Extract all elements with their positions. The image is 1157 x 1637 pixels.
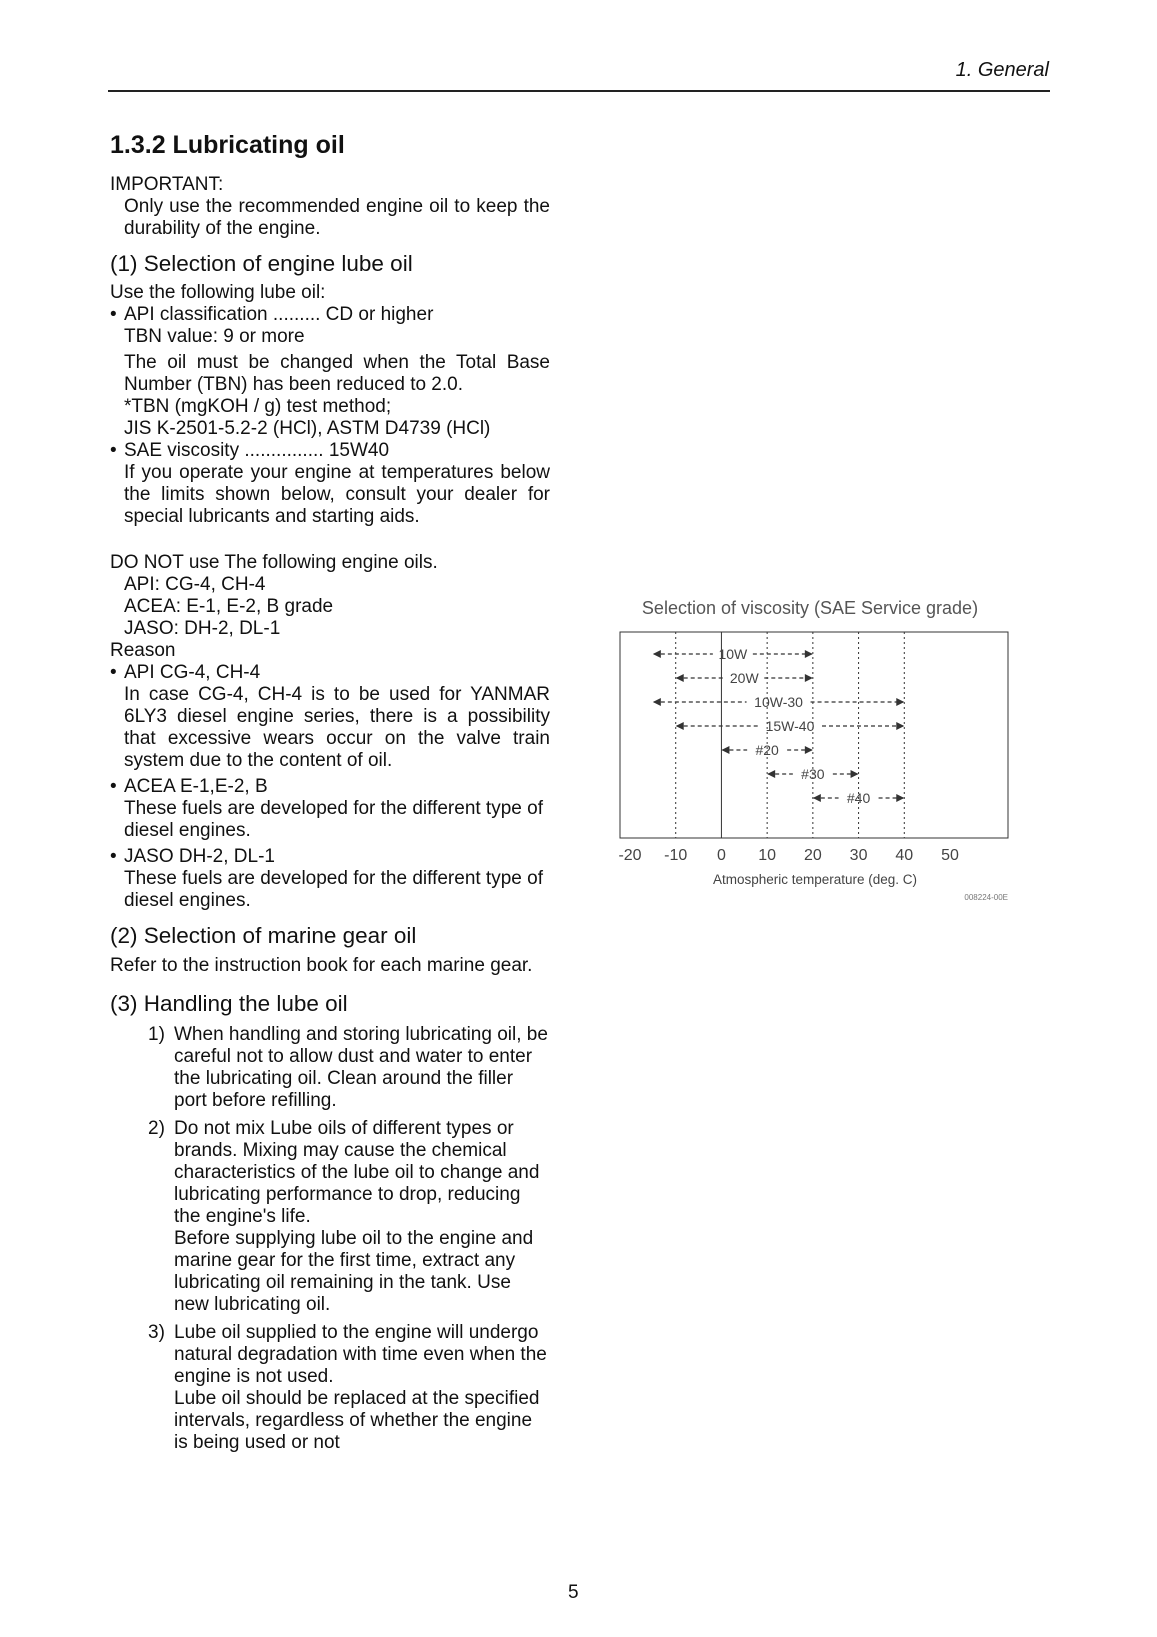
api-classification-line: • API classification ......... CD or higher [110,304,550,326]
handling-item [148,1118,550,1316]
x-tick-label: 20 [803,847,822,864]
range-label: 10W-30 [754,694,803,710]
reason-title: • ACEA E-1,E-2, B [124,776,268,797]
x-tick-label: 40 [895,847,914,864]
important-label: IMPORTANT: [110,174,224,195]
item-number: 2) [148,1118,165,1139]
range-arrow-right [805,746,813,754]
reason-label: Reason [110,640,176,661]
chart-ranges [653,646,904,806]
do-not-jaso: JASO: DH-2, DL-1 [124,618,281,639]
range-arrow-right [896,722,904,730]
x-tick-label: 10 [758,847,777,864]
marine-gear-text: Refer to the instruction book for each marine gear. [110,955,533,976]
x-tick-label: 50 [941,847,959,864]
chart-title: Selection of viscosity (SAE Service grade) [641,598,979,618]
item-body [174,1024,550,1112]
range-label: 20W [729,670,759,686]
page-header-title: 1. General [955,59,1049,81]
important-text: Only use the recommended engine oil to keep the durability of the engine. [124,196,550,239]
range-arrow-left [813,794,821,802]
section-title: 1.3.2 Lubricating oil [110,131,345,159]
item-number: 3) [148,1322,165,1343]
reason-item [110,776,550,842]
selection-intro: Use the following lube oil: [110,282,326,303]
handling-list [148,1024,550,1460]
do-not-title: DO NOT use The following engine oils. [110,552,438,573]
handling-item [148,1322,550,1454]
range-arrow-left [767,770,775,778]
chart-ticks [618,847,959,864]
handling-heading: (3) Handling the lube oil [110,991,348,1016]
reason-text: In case CG-4, CH-4 is to be used for YANMAR 6LY3 diesel engine series, there is a possibility that excessive wears occur on the valve train system due to the content of oil. [124,684,550,771]
item-body [174,1118,550,1316]
do-not-api: API: CG-4, CH-4 [124,574,266,595]
viscosity-chart [600,594,1020,914]
viscosity-chart-svg [600,594,1020,914]
x-tick-label: -20 [618,847,642,864]
reason-item [110,846,550,912]
range-arrow-right [896,794,904,802]
important-block [110,174,550,240]
header-divider [108,90,1050,92]
tbn-line: TBN value: 9 or more [124,326,305,347]
jis-line: JIS K-2501-5.2-2 (HCl), ASTM D4739 (HCl) [124,418,491,439]
selection-block [110,282,550,528]
item-body [174,1322,550,1454]
page-number: 5 [568,1582,579,1603]
chart-frame [620,632,1008,838]
item-number: 1) [148,1024,165,1045]
item-text: Lube oil supplied to the engine will undergo natural degradation with time even when the engine is not used. [174,1322,547,1387]
do-not-block [110,552,550,912]
range-arrow-right [805,650,813,658]
tbn-test-method: *TBN (mgKOH / g) test method; [124,396,392,417]
reason-text: These fuels are developed for the different type of diesel engines. [124,798,543,841]
range-arrow-left [676,674,684,682]
marine-gear-heading: (2) Selection of marine gear oil [110,923,417,948]
range-label: 15W-40 [765,718,815,734]
range-label: 10W [718,646,748,662]
do-not-acea: ACEA: E-1, E-2, B grade [124,596,334,617]
sae-viscosity-line: • SAE viscosity ............... 15W40 [110,440,550,462]
range-arrow-right [805,674,813,682]
item-text-continued: Before supplying lube oil to the engine and marine gear for the first time, extract any lubricating oil remaining in the tank. Use new lubricating oil. [174,1228,534,1315]
range-arrow-left [676,722,684,730]
range-label: #30 [801,766,825,782]
selection-heading: (1) Selection of engine lube oil [110,251,413,276]
x-tick-label: 0 [716,847,726,864]
x-tick-label: 30 [849,847,868,864]
figure-code: 008224-00E [964,893,1008,902]
reason-title: • JASO DH-2, DL-1 [124,846,275,867]
range-arrow-left [653,650,661,658]
range-arrow-right [851,770,859,778]
range-arrow-left [653,698,661,706]
item-text: When handling and storing lubricating oil, be careful not to allow dust and water to enter the lubricating oil. Clean around the filler port before refilling. [174,1024,548,1111]
range-label: #40 [846,790,871,806]
reason-title: • API CG-4, CH-4 [124,662,261,683]
temperature-note: If you operate your engine at temperatures below the limits shown below, consult your dealer for special lubricants and starting aids. [124,462,550,527]
reason-item [110,662,550,772]
chart-grid [676,632,905,838]
x-axis-label: Atmospheric temperature (deg. C) [712,872,918,887]
x-tick-label: -10 [664,847,688,864]
item-text: Do not mix Lube oils of different types or brands. Mixing may cause the chemical characteristics of the lube oil to change and lubricating performance to drop, reducing the engine's life. [174,1118,540,1227]
range-arrow-left [721,746,729,754]
item-text-continued: Lube oil should be replaced at the specified intervals, regardless of whether the engine is being used or not [174,1388,540,1453]
tbn-note: The oil must be changed when the Total Base Number (TBN) has been reduced to 2.0. [124,352,550,395]
range-label: #20 [755,742,779,758]
handling-item [148,1024,550,1112]
range-arrow-right [896,698,904,706]
reason-text: These fuels are developed for the different type of diesel engines. [124,868,543,911]
